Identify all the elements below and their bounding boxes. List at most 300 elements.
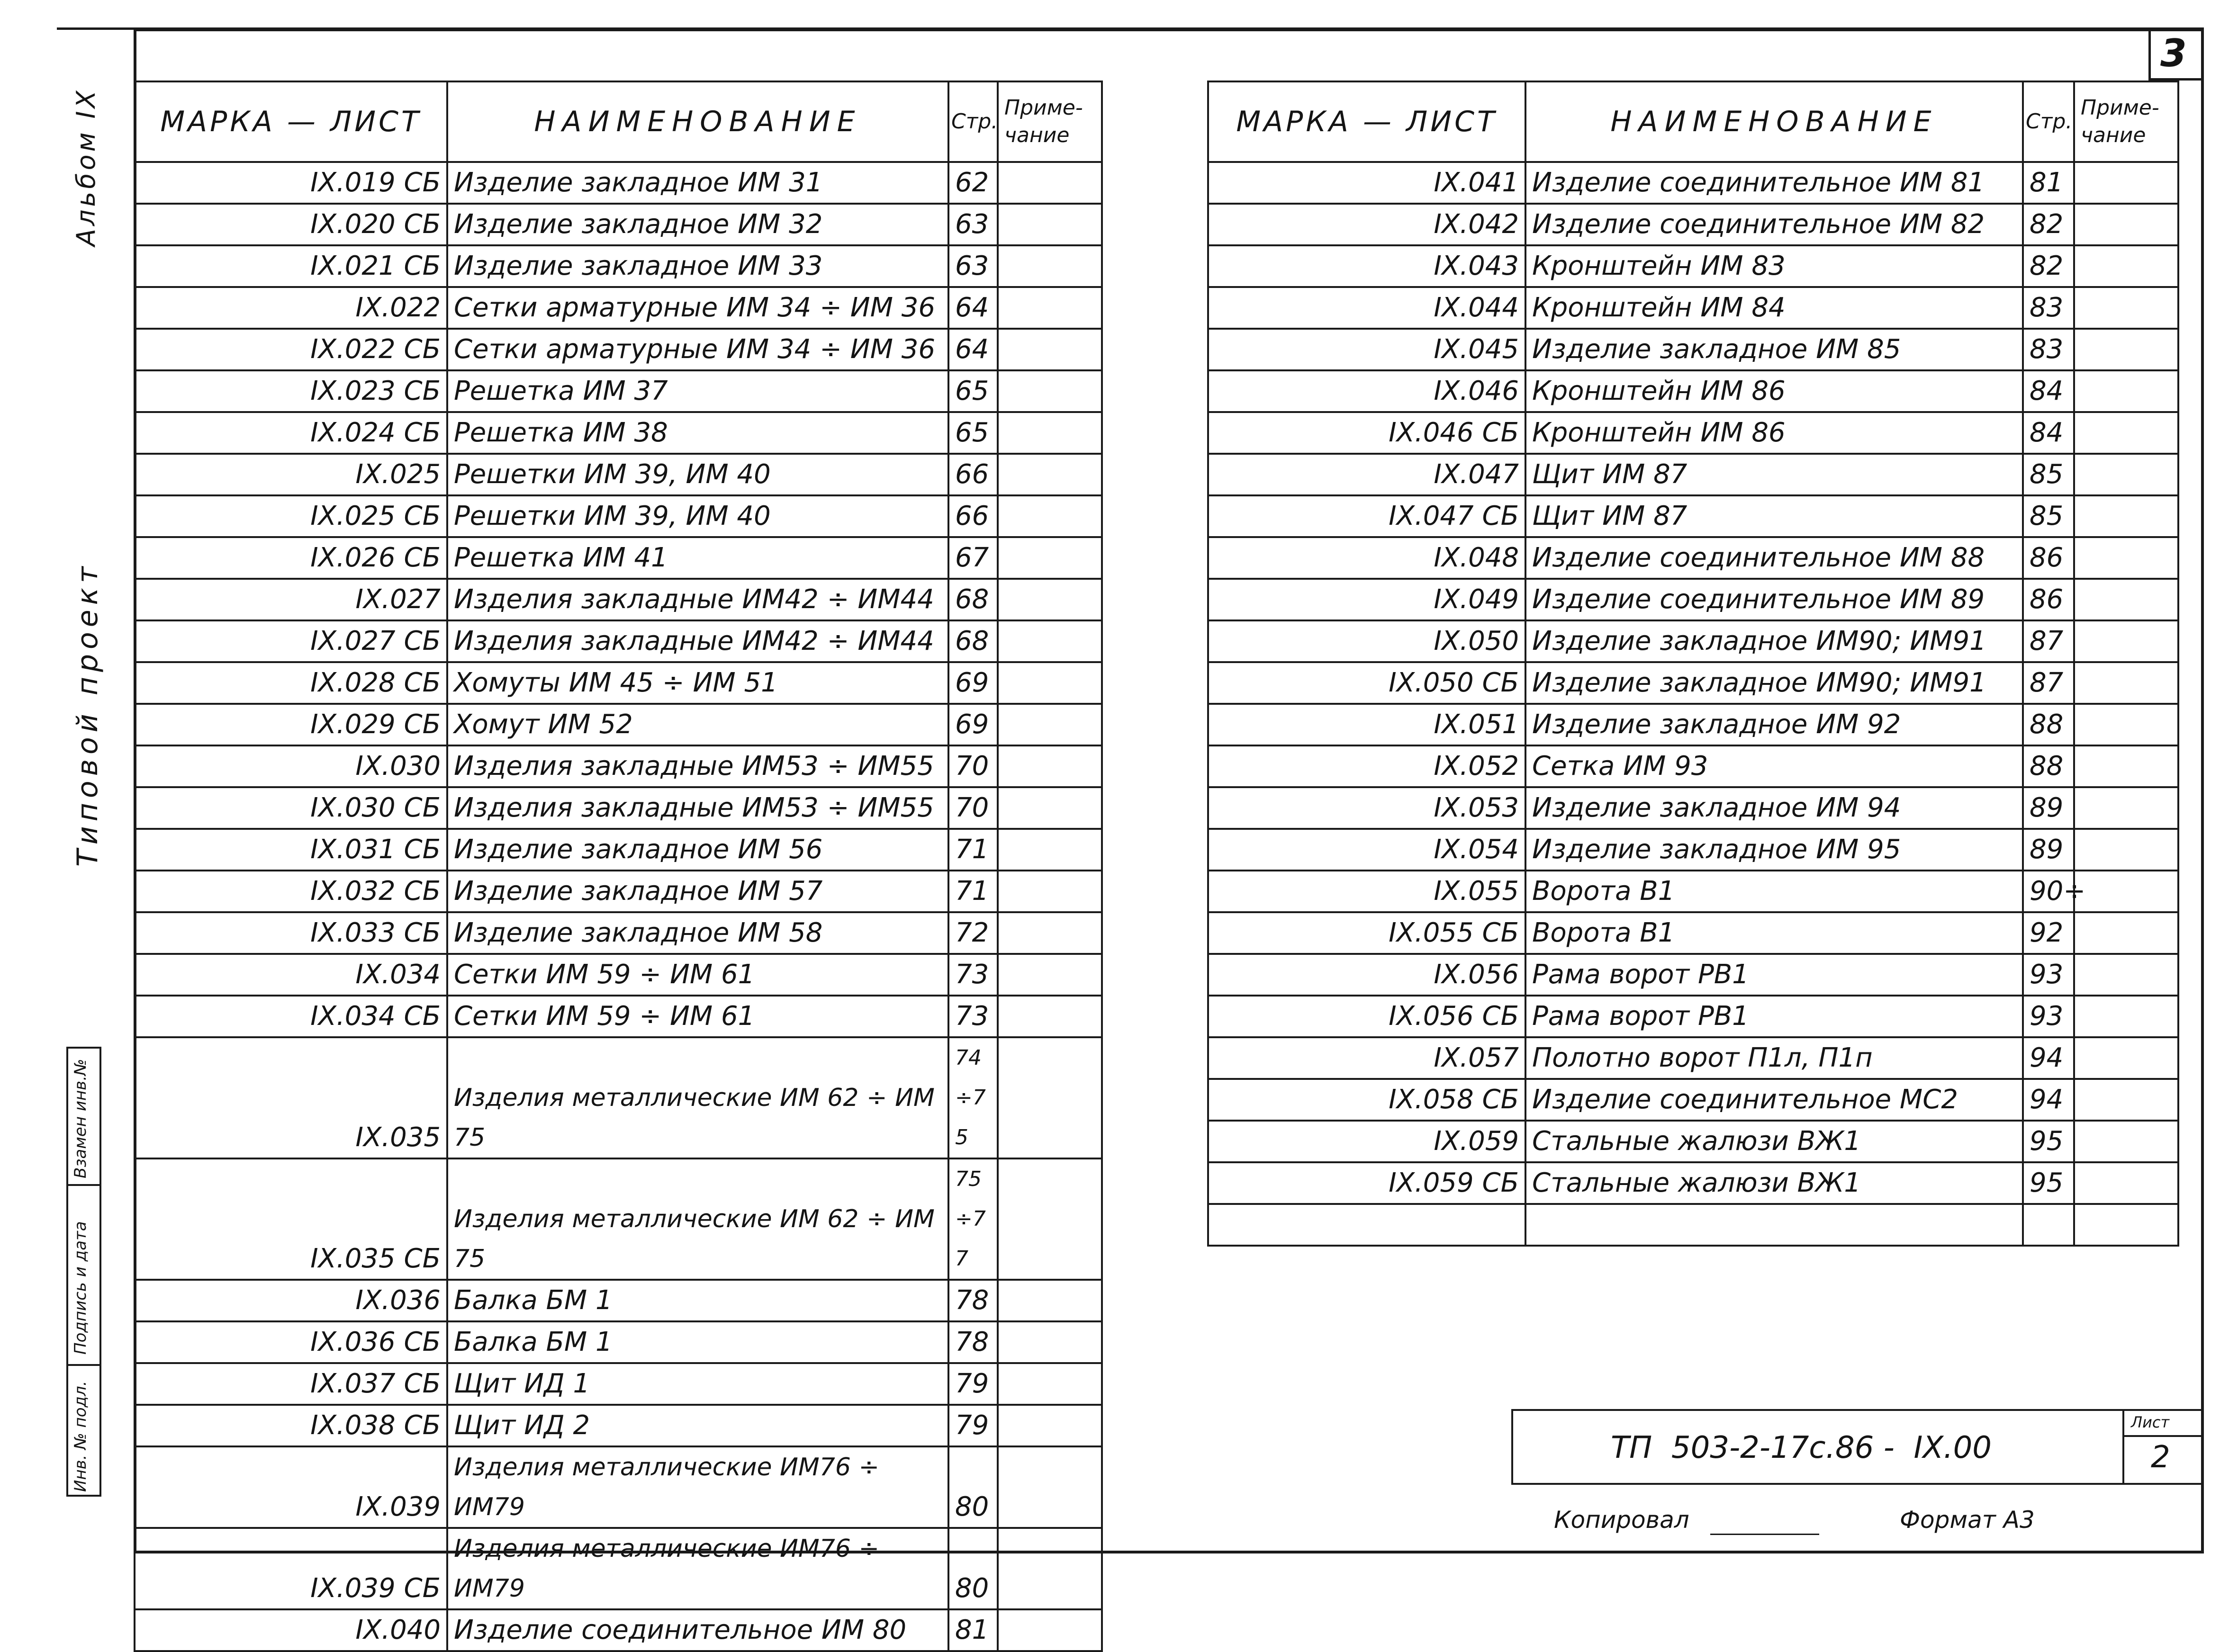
cell-note xyxy=(998,1528,1102,1609)
cell-mark: IX.046 xyxy=(1208,370,1525,412)
stamp-divider xyxy=(66,1184,101,1186)
header-page: Стр. xyxy=(2023,81,2074,162)
cell-mark: IX.059 СБ xyxy=(1208,1162,1525,1204)
cell-mark: IX.027 xyxy=(135,579,447,620)
cell-note xyxy=(998,620,1102,662)
cell-page: 85 xyxy=(2023,454,2074,495)
cell-page: 71 xyxy=(948,871,998,912)
cell-note xyxy=(2074,1204,2178,1246)
cell-note xyxy=(998,162,1102,204)
cell-page: 64 xyxy=(948,287,998,329)
cell-note xyxy=(2074,829,2178,871)
table-row xyxy=(1208,662,2178,704)
cell-name: Изделия закладные ИМ53 ÷ ИМ55 xyxy=(447,787,948,829)
header-mark: МАРКА — ЛИСТ xyxy=(135,81,447,162)
header-name: НАИМЕНОВАНИЕ xyxy=(1525,81,2023,162)
cell-mark: IX.039 СБ xyxy=(135,1528,447,1609)
cell-name: Щит ИМ 87 xyxy=(1525,454,2023,495)
cell-mark: IX.050 СБ xyxy=(1208,662,1525,704)
cell-name: Кронштейн ИМ 84 xyxy=(1525,287,2023,329)
table-row xyxy=(135,912,1102,954)
cell-name: Сетка ИМ 93 xyxy=(1525,745,2023,787)
cell-page: 79 xyxy=(948,1405,998,1446)
cell-name: Сетки ИМ 59 ÷ ИМ 61 xyxy=(447,996,948,1037)
cell-page: 95 xyxy=(2023,1121,2074,1162)
cell-page: 84 xyxy=(2023,370,2074,412)
cell-name: Изделие соединительное ИМ 89 xyxy=(1525,579,2023,620)
table-row xyxy=(1208,1162,2178,1204)
cell-page: 81 xyxy=(2023,162,2074,204)
cell-mark: IX.021 СБ xyxy=(135,245,447,287)
cell-mark: IX.053 xyxy=(1208,787,1525,829)
cell-mark: IX.020 СБ xyxy=(135,204,447,245)
table-row xyxy=(1208,162,2178,204)
table-row xyxy=(135,537,1102,579)
cell-name: Изделие закладное ИМ 58 xyxy=(447,912,948,954)
cell-note xyxy=(2074,204,2178,245)
cell-mark: IX.024 СБ xyxy=(135,412,447,454)
cell-mark: IX.047 СБ xyxy=(1208,495,1525,537)
cell-note xyxy=(998,787,1102,829)
cell-page: 81 xyxy=(948,1609,998,1651)
cell-name: Хомуты ИМ 45 ÷ ИМ 51 xyxy=(447,662,948,704)
cell-page: 82 xyxy=(2023,245,2074,287)
cell-mark: IX.042 xyxy=(1208,204,1525,245)
table-row xyxy=(1208,287,2178,329)
header-note: Приме-чание xyxy=(998,81,1102,162)
cell-mark: IX.030 xyxy=(135,745,447,787)
cell-mark: IX.023 СБ xyxy=(135,370,447,412)
stamp-divider xyxy=(66,1364,101,1366)
table-row xyxy=(135,871,1102,912)
table-row xyxy=(1208,454,2178,495)
cell-note xyxy=(998,1037,1102,1158)
cell-name: Балка БМ 1 xyxy=(447,1321,948,1363)
cell-name: Щит ИМ 87 xyxy=(1525,495,2023,537)
cell-note xyxy=(998,662,1102,704)
cell-page: 70 xyxy=(948,745,998,787)
table-row xyxy=(135,1321,1102,1363)
cell-mark: IX.019 СБ xyxy=(135,162,447,204)
table-row xyxy=(135,704,1102,745)
cell-page: 73 xyxy=(948,954,998,996)
cell-note xyxy=(998,495,1102,537)
cell-note xyxy=(2074,996,2178,1037)
cell-name: Изделия металлические ИМ 62 ÷ ИМ 75 xyxy=(447,1158,948,1280)
cell-page: 63 xyxy=(948,204,998,245)
table-row xyxy=(135,204,1102,245)
cell-page: 83 xyxy=(2023,287,2074,329)
cell-mark: IX.054 xyxy=(1208,829,1525,871)
cell-page: 69 xyxy=(948,662,998,704)
cell-name: Изделия закладные ИМ42 ÷ ИМ44 xyxy=(447,579,948,620)
cell-note xyxy=(998,1609,1102,1651)
cell-name: Изделие закладное ИМ 56 xyxy=(447,829,948,871)
cell-mark: IX.031 СБ xyxy=(135,829,447,871)
table-row xyxy=(1208,537,2178,579)
table-row xyxy=(1208,245,2178,287)
cell-page: 75÷77 xyxy=(948,1158,998,1280)
cell-name: Изделие закладное ИМ90; ИМ91 xyxy=(1525,620,2023,662)
cell-page: 94 xyxy=(2023,1079,2074,1121)
stamp-field-replace: Взамен инв.№ xyxy=(71,1059,90,1178)
cell-page: 68 xyxy=(948,620,998,662)
cell-name: Изделие соединительное МС2 xyxy=(1525,1079,2023,1121)
cell-note xyxy=(2074,871,2178,912)
cell-name: Изделия металлические ИМ76 ÷ ИМ79 xyxy=(447,1446,948,1528)
cell-note xyxy=(2074,370,2178,412)
cell-note xyxy=(2074,912,2178,954)
cell-name: Изделия закладные ИМ53 ÷ ИМ55 xyxy=(447,745,948,787)
cell-note xyxy=(998,204,1102,245)
cell-mark: IX.038 СБ xyxy=(135,1405,447,1446)
table-row xyxy=(1208,495,2178,537)
cell-note xyxy=(998,412,1102,454)
cell-note xyxy=(998,912,1102,954)
cell-note xyxy=(998,1280,1102,1321)
cell-page: 66 xyxy=(948,454,998,495)
cell-name: Ворота В1 xyxy=(1525,871,2023,912)
cell-page: 89 xyxy=(2023,829,2074,871)
cell-note xyxy=(2074,787,2178,829)
cell-name: Решетки ИМ 39, ИМ 40 xyxy=(447,495,948,537)
cell-note xyxy=(2074,1162,2178,1204)
table-row xyxy=(1208,1121,2178,1162)
cell-page xyxy=(2023,1204,2074,1246)
cell-page: 89 xyxy=(2023,787,2074,829)
cell-name: Полотно ворот П1л, П1п xyxy=(1525,1037,2023,1079)
cell-mark xyxy=(1208,1204,1525,1246)
cell-name: Кронштейн ИМ 86 xyxy=(1525,370,2023,412)
cell-mark: IX.049 xyxy=(1208,579,1525,620)
cell-note xyxy=(998,370,1102,412)
cell-note xyxy=(998,287,1102,329)
stamp-field-inventory: Инв. № подл. xyxy=(71,1381,90,1492)
cell-name: Решетка ИМ 38 xyxy=(447,412,948,454)
cell-mark: IX.026 СБ xyxy=(135,537,447,579)
cell-mark: IX.058 СБ xyxy=(1208,1079,1525,1121)
cell-page: 71 xyxy=(948,829,998,871)
table-row xyxy=(1208,1079,2178,1121)
title-block-sheet-line xyxy=(2122,1435,2204,1437)
header-page: Стр. xyxy=(948,81,998,162)
cell-mark: IX.030 СБ xyxy=(135,787,447,829)
cell-note xyxy=(2074,704,2178,745)
table-row xyxy=(135,1158,1102,1280)
cell-name: Кронштейн ИМ 86 xyxy=(1525,412,2023,454)
cell-note xyxy=(2074,454,2178,495)
cell-page: 72 xyxy=(948,912,998,954)
table-row xyxy=(135,579,1102,620)
cell-mark: IX.055 СБ xyxy=(1208,912,1525,954)
cell-page: 63 xyxy=(948,245,998,287)
cell-page: 68 xyxy=(948,579,998,620)
cell-mark: IX.059 xyxy=(1208,1121,1525,1162)
cell-name: Изделие соединительное ИМ 88 xyxy=(1525,537,2023,579)
table-row xyxy=(135,620,1102,662)
cell-page: 78 xyxy=(948,1321,998,1363)
document-designation: ТП 503-2-17с.86 - IX.00 xyxy=(1611,1430,1992,1465)
table-row xyxy=(1208,1037,2178,1079)
cell-name: Сетки ИМ 59 ÷ ИМ 61 xyxy=(447,954,948,996)
cell-mark: IX.037 СБ xyxy=(135,1363,447,1405)
table-row xyxy=(135,829,1102,871)
cell-name: Кронштейн ИМ 83 xyxy=(1525,245,2023,287)
cell-name: Рама ворот РВ1 xyxy=(1525,954,2023,996)
table-row xyxy=(1208,912,2178,954)
cell-name: Сетки арматурные ИМ 34 ÷ ИМ 36 xyxy=(447,329,948,370)
cell-note xyxy=(998,579,1102,620)
cell-page: 92 xyxy=(2023,912,2074,954)
cell-mark: IX.047 xyxy=(1208,454,1525,495)
cell-page: 93 xyxy=(2023,996,2074,1037)
table-row xyxy=(135,329,1102,370)
cell-note xyxy=(998,1158,1102,1280)
cell-name: Изделия металлические ИМ76 ÷ ИМ79 xyxy=(447,1528,948,1609)
header-note: Приме-чание xyxy=(2074,81,2178,162)
table-row xyxy=(135,412,1102,454)
cell-page: 94 xyxy=(2023,1037,2074,1079)
cell-name: Хомут ИМ 52 xyxy=(447,704,948,745)
cell-mark: IX.056 СБ xyxy=(1208,996,1525,1037)
cell-page: 74÷75 xyxy=(948,1037,998,1158)
cell-name: Изделие закладное ИМ 85 xyxy=(1525,329,2023,370)
table-row xyxy=(135,1280,1102,1321)
cell-page: 78 xyxy=(948,1280,998,1321)
cell-mark: IX.039 xyxy=(135,1446,447,1528)
cell-note xyxy=(2074,745,2178,787)
cell-note xyxy=(998,454,1102,495)
cell-page: 93 xyxy=(2023,954,2074,996)
cell-mark: IX.055 xyxy=(1208,871,1525,912)
table-row xyxy=(135,1609,1102,1651)
header-mark: МАРКА — ЛИСТ xyxy=(1208,81,1525,162)
cell-note xyxy=(998,871,1102,912)
title-block-sheet-divider xyxy=(2122,1409,2124,1485)
cell-mark: IX.036 xyxy=(135,1280,447,1321)
table-row xyxy=(135,745,1102,787)
cell-name: Изделие закладное ИМ90; ИМ91 xyxy=(1525,662,2023,704)
cell-name: Изделие закладное ИМ 95 xyxy=(1525,829,2023,871)
table-row xyxy=(1208,620,2178,662)
copied-by: Копировал xyxy=(1554,1506,1689,1534)
stamp-field-signature: Подпись и дата xyxy=(71,1221,90,1355)
sheet-value: 2 xyxy=(2151,1440,2170,1475)
cell-page: 90÷ xyxy=(2023,871,2074,912)
table-row xyxy=(1208,412,2178,454)
cell-page: 79 xyxy=(948,1363,998,1405)
cell-note xyxy=(2074,620,2178,662)
table-row xyxy=(135,454,1102,495)
cell-name: Изделие соединительное ИМ 82 xyxy=(1525,204,2023,245)
cell-note xyxy=(998,745,1102,787)
cell-name: Изделие соединительное ИМ 81 xyxy=(1525,162,2023,204)
cell-page: 64 xyxy=(948,329,998,370)
table-row xyxy=(135,996,1102,1037)
cell-page: 85 xyxy=(2023,495,2074,537)
cell-name: Щит ИД 2 xyxy=(447,1405,948,1446)
left-contents-table xyxy=(134,81,1103,1652)
cell-mark: IX.046 СБ xyxy=(1208,412,1525,454)
cell-note xyxy=(2074,954,2178,996)
cell-note xyxy=(2074,495,2178,537)
cell-note xyxy=(998,996,1102,1037)
cell-name: Стальные жалюзи ВЖ1 xyxy=(1525,1162,2023,1204)
cell-page: 88 xyxy=(2023,704,2074,745)
cell-mark: IX.035 xyxy=(135,1037,447,1158)
table-row xyxy=(135,1363,1102,1405)
cell-note xyxy=(2074,662,2178,704)
cell-mark: IX.048 xyxy=(1208,537,1525,579)
cell-mark: IX.025 СБ xyxy=(135,495,447,537)
cell-name: Изделие закладное ИМ 31 xyxy=(447,162,948,204)
cell-mark: IX.035 СБ xyxy=(135,1158,447,1280)
cell-note xyxy=(2074,537,2178,579)
cell-name: Балка БМ 1 xyxy=(447,1280,948,1321)
cell-name: Изделие закладное ИМ 92 xyxy=(1525,704,2023,745)
cell-mark: IX.041 xyxy=(1208,162,1525,204)
cell-note xyxy=(998,245,1102,287)
cell-mark: IX.022 xyxy=(135,287,447,329)
cell-mark: IX.036 СБ xyxy=(135,1321,447,1363)
table-row xyxy=(135,370,1102,412)
cell-page: 86 xyxy=(2023,537,2074,579)
table-row xyxy=(1208,329,2178,370)
table-row xyxy=(1208,829,2178,871)
cell-page: 82 xyxy=(2023,204,2074,245)
cell-note xyxy=(2074,1121,2178,1162)
cell-name: Изделие соединительное ИМ 80 xyxy=(447,1609,948,1651)
cell-note xyxy=(998,829,1102,871)
cell-name: Решетка ИМ 37 xyxy=(447,370,948,412)
cell-name: Сетки арматурные ИМ 34 ÷ ИМ 36 xyxy=(447,287,948,329)
table-row xyxy=(135,495,1102,537)
cell-note xyxy=(2074,1037,2178,1079)
cell-page: 83 xyxy=(2023,329,2074,370)
cell-mark: IX.051 xyxy=(1208,704,1525,745)
cell-mark: IX.025 xyxy=(135,454,447,495)
sheet-number: 3 xyxy=(2160,31,2187,75)
cell-note xyxy=(998,704,1102,745)
table-row xyxy=(135,245,1102,287)
cell-note xyxy=(2074,579,2178,620)
cell-page: 86 xyxy=(2023,579,2074,620)
cell-note xyxy=(998,1446,1102,1528)
table-row xyxy=(1208,745,2178,787)
cell-note xyxy=(2074,329,2178,370)
table-row xyxy=(135,162,1102,204)
cell-name: Изделие закладное ИМ 94 xyxy=(1525,787,2023,829)
cell-page: 87 xyxy=(2023,662,2074,704)
cell-mark: IX.028 СБ xyxy=(135,662,447,704)
table-row xyxy=(135,1405,1102,1446)
table-row xyxy=(135,1528,1102,1609)
cell-note xyxy=(998,329,1102,370)
paper-format: Формат А3 xyxy=(1900,1506,2035,1534)
cell-page: 65 xyxy=(948,370,998,412)
header-name: НАИМЕНОВАНИЕ xyxy=(447,81,948,162)
top-border-line xyxy=(57,27,2204,30)
cell-page: 73 xyxy=(948,996,998,1037)
table-row xyxy=(135,1037,1102,1158)
table-row xyxy=(135,787,1102,829)
cell-name: Ворота В1 xyxy=(1525,912,2023,954)
table-row xyxy=(1208,787,2178,829)
cell-mark: IX.056 xyxy=(1208,954,1525,996)
table-row xyxy=(135,954,1102,996)
table-row xyxy=(1208,370,2178,412)
cell-mark: IX.045 xyxy=(1208,329,1525,370)
cell-name: Решетка ИМ 41 xyxy=(447,537,948,579)
cell-note xyxy=(998,954,1102,996)
cell-note xyxy=(2074,245,2178,287)
cell-mark: IX.032 СБ xyxy=(135,871,447,912)
cell-mark: IX.034 СБ xyxy=(135,996,447,1037)
cell-name: Изделие закладное ИМ 32 xyxy=(447,204,948,245)
cell-page: 65 xyxy=(948,412,998,454)
table-row xyxy=(135,662,1102,704)
cell-mark: IX.027 СБ xyxy=(135,620,447,662)
project-label: Типовой проект xyxy=(71,562,104,867)
cell-mark: IX.043 xyxy=(1208,245,1525,287)
table-row xyxy=(1208,954,2178,996)
cell-page: 66 xyxy=(948,495,998,537)
cell-mark: IX.057 xyxy=(1208,1037,1525,1079)
cell-mark: IX.052 xyxy=(1208,745,1525,787)
cell-note xyxy=(998,1321,1102,1363)
cell-name: Решетки ИМ 39, ИМ 40 xyxy=(447,454,948,495)
table-row xyxy=(1208,871,2178,912)
cell-name: Стальные жалюзи ВЖ1 xyxy=(1525,1121,2023,1162)
cell-mark: IX.044 xyxy=(1208,287,1525,329)
cell-name: Щит ИД 1 xyxy=(447,1363,948,1405)
cell-note xyxy=(2074,1079,2178,1121)
cell-mark: IX.029 СБ xyxy=(135,704,447,745)
cell-page: 95 xyxy=(2023,1162,2074,1204)
table-row xyxy=(1208,996,2178,1037)
cell-note xyxy=(998,537,1102,579)
table-row xyxy=(1208,1204,2178,1246)
cell-page: 87 xyxy=(2023,620,2074,662)
cell-mark: IX.040 xyxy=(135,1609,447,1651)
cell-note xyxy=(998,1405,1102,1446)
cell-page: 80 xyxy=(948,1446,998,1528)
cell-mark: IX.033 СБ xyxy=(135,912,447,954)
table-row xyxy=(135,287,1102,329)
cell-note xyxy=(2074,287,2178,329)
cell-name: Рама ворот РВ1 xyxy=(1525,996,2023,1037)
copied-signature-line xyxy=(1710,1534,1819,1535)
cell-name: Изделия закладные ИМ42 ÷ ИМ44 xyxy=(447,620,948,662)
cell-mark: IX.050 xyxy=(1208,620,1525,662)
cell-note xyxy=(2074,162,2178,204)
cell-name: Изделия металлические ИМ 62 ÷ ИМ 75 xyxy=(447,1037,948,1158)
cell-name: Изделие закладное ИМ 57 xyxy=(447,871,948,912)
table-row xyxy=(135,1446,1102,1528)
cell-note xyxy=(2074,412,2178,454)
right-contents-table xyxy=(1207,81,2179,1247)
cell-mark: IX.034 xyxy=(135,954,447,996)
cell-name: Изделие закладное ИМ 33 xyxy=(447,245,948,287)
cell-note xyxy=(998,1363,1102,1405)
table-row xyxy=(1208,704,2178,745)
table-row xyxy=(1208,204,2178,245)
album-label: Альбом IX xyxy=(71,88,101,246)
table-row xyxy=(1208,579,2178,620)
cell-page: 69 xyxy=(948,704,998,745)
cell-page: 67 xyxy=(948,537,998,579)
cell-page: 62 xyxy=(948,162,998,204)
